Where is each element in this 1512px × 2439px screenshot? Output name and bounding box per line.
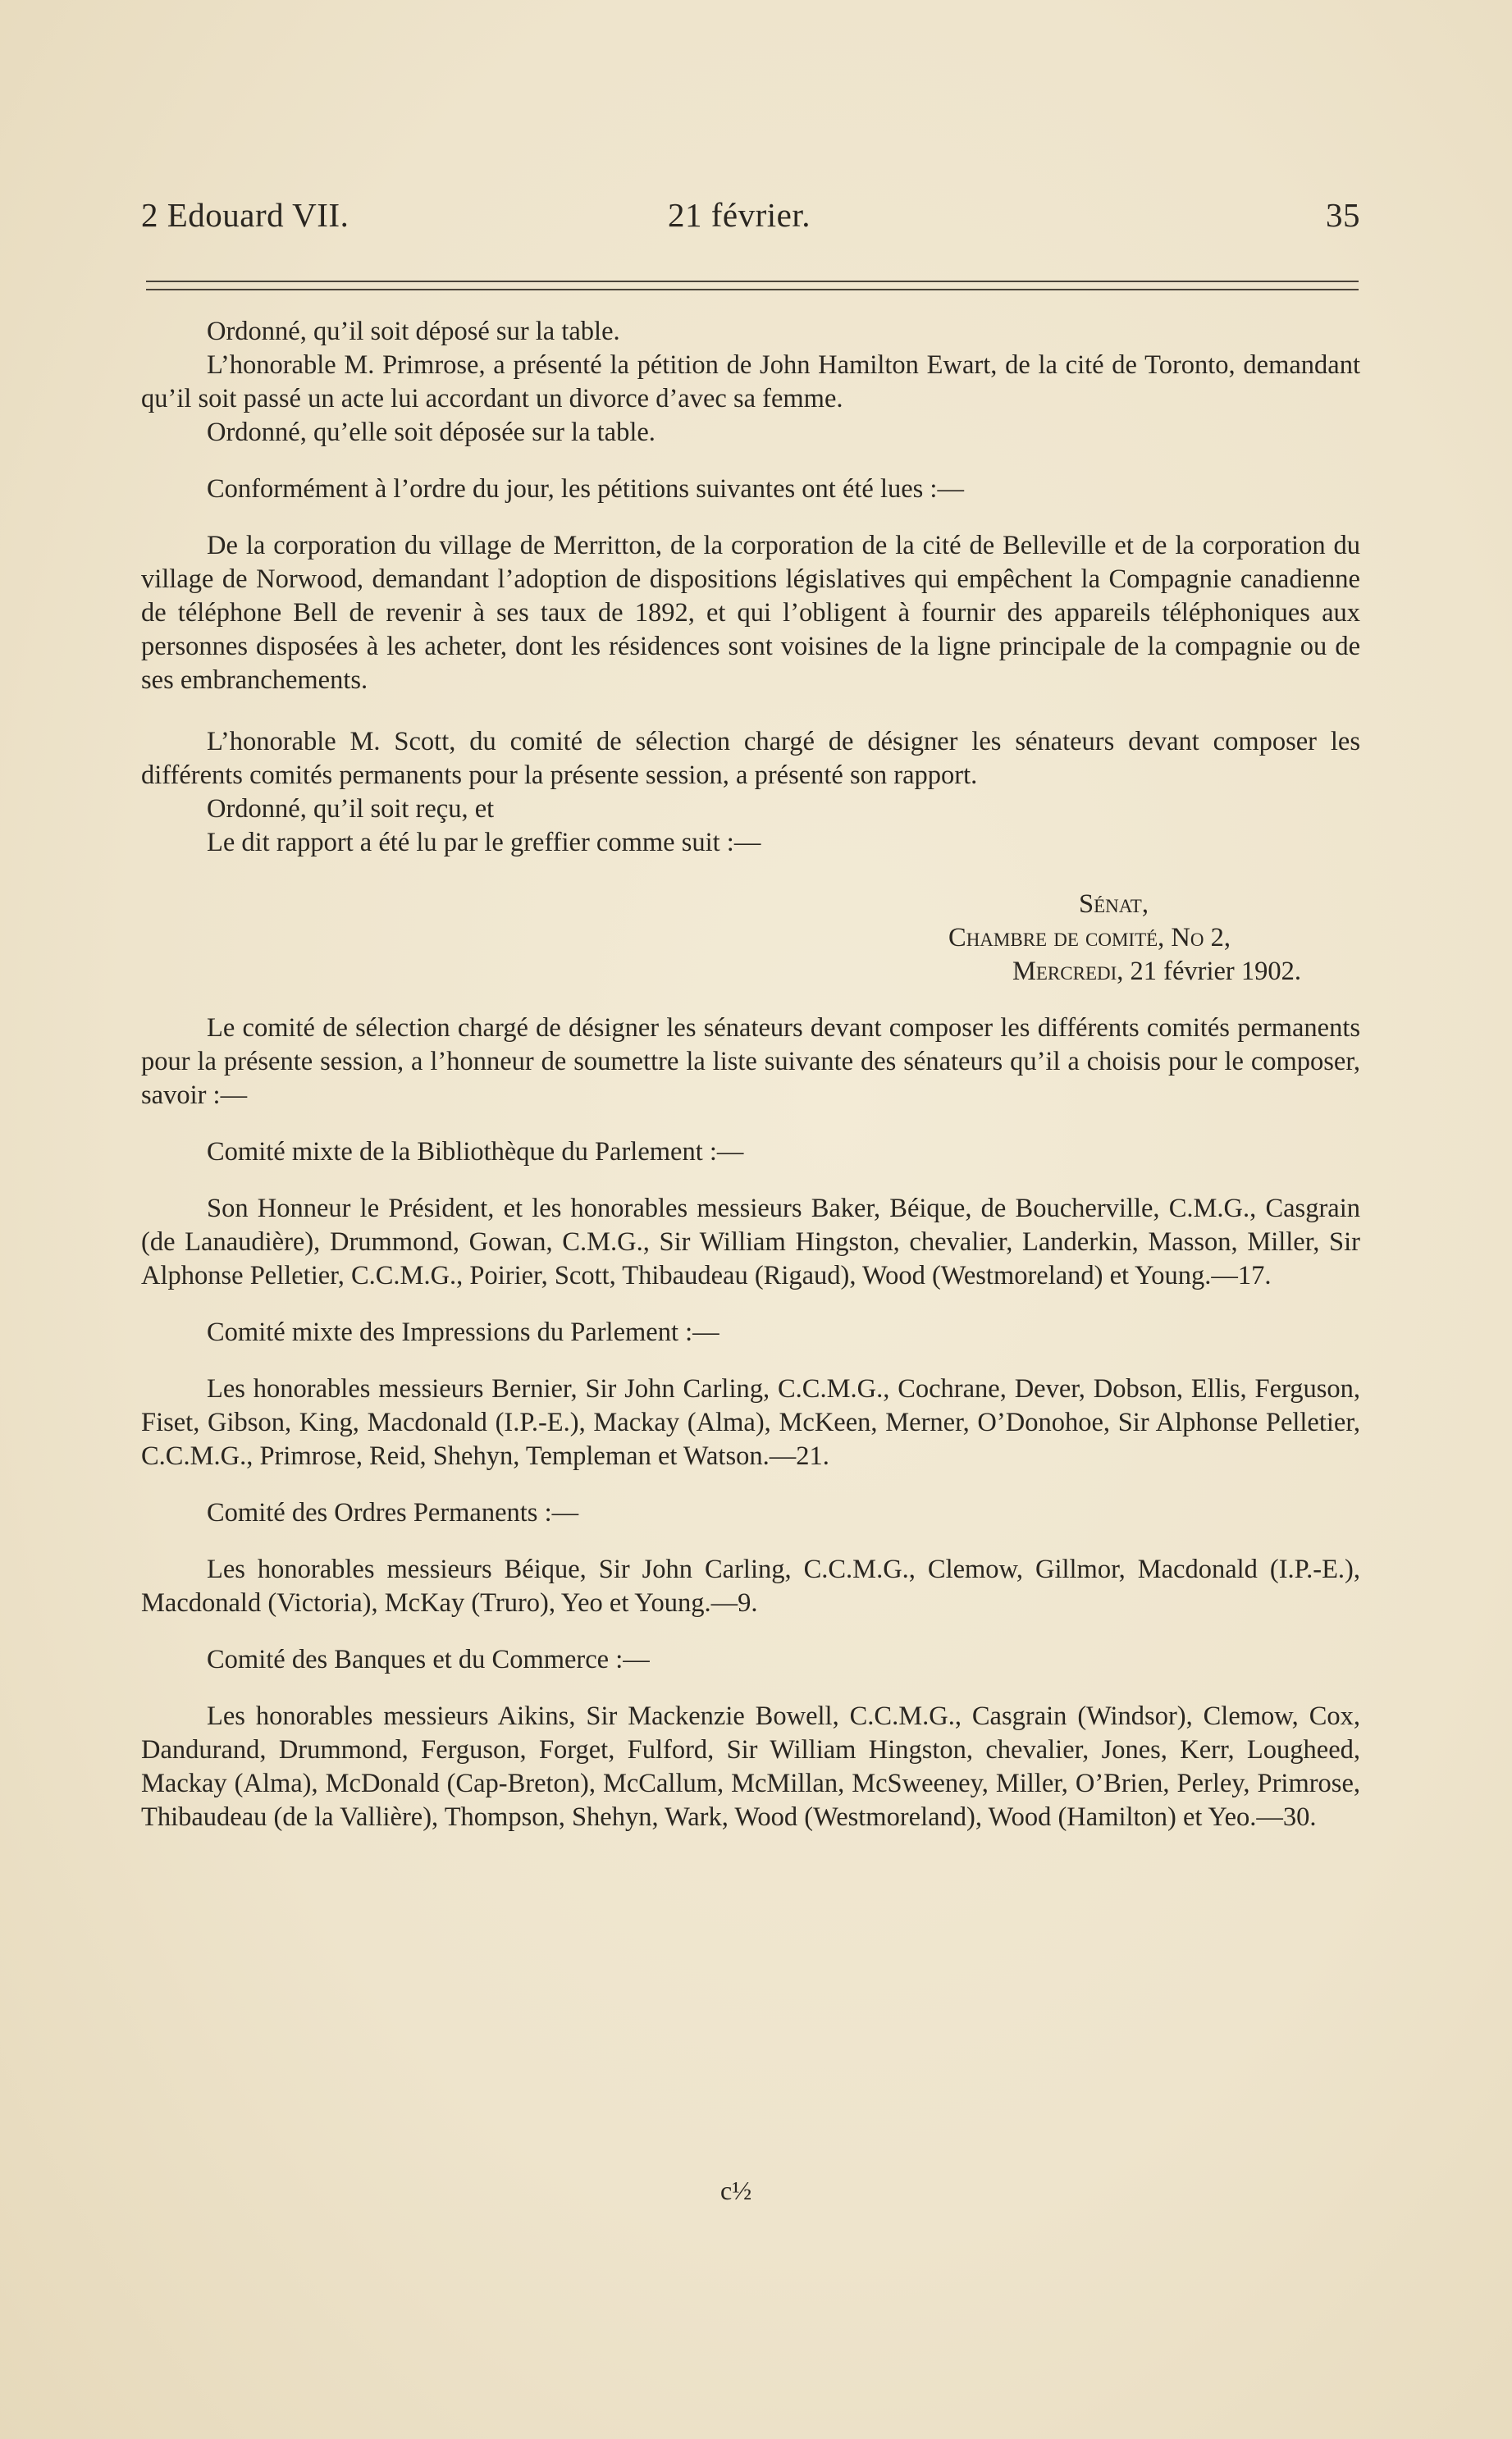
paragraph: De la corporation du village de Merritton, de la corporation de la cité de Belleville et de la corporation du village de Norwood, demandant l’adoption de dispositions législatives qui empêchent la Compagnie canadienne de téléphone Bell de revenir à ses taux de 1892, et qui l’obligent à fournir des appareils téléphoniques aux personnes disposées à les acheter, dont les résidences sont voisines de la ligne principale de la compagnie ou de ses embranchements. — [141, 531, 1360, 695]
paragraph: Conformément à l’ordre du jour, les pétitions suivantes ont été lues :— — [207, 474, 964, 504]
committee-heading: Comité mixte de la Bibliothèque du Parlement :— — [207, 1137, 744, 1167]
committee-members: Les honorables messieurs Bernier, Sir John Carling, C.C.M.G., Cochrane, Dever, Dobson, Ellis, Ferguson, Fiset, Gibson, King, Macdonald (I.P.-E.), Mackay (Alma), McKeen, Merner, O’Donohoe, Sir Alphonse Pelletier, C.C.M.G., Primrose, Reid, Shehyn, Templeman et Watson.—21. — [141, 1374, 1360, 1471]
paragraph: Ordonné, qu’il soit déposé sur la table. — [207, 317, 620, 346]
paragraph: Le dit rapport a été lu par le greffier comme suit :— — [207, 828, 761, 857]
header-rule-bottom — [146, 289, 1359, 290]
running-header — [141, 195, 1360, 244]
signature-senate: Sénat, — [1079, 889, 1149, 919]
page-body — [141, 315, 1360, 1834]
committee-members: Les honorables messieurs Aikins, Sir Mackenzie Bowell, C.C.M.G., Casgrain (Windsor), Clemow, Cox, Dandurand, Drummond, Ferguson, Forget, Fulford, Sir William Hingston, chevalier, Jones, Kerr, Lougheed, Mackay (Alma), McDonald (Cap-Breton), McCallum, McMillan, McSweeney, Miller, O’Brien, Perley, Primrose, Thibaudeau (de la Vallière), Thompson, Shehyn, Wark, Wood (Westmoreland), Wood (Hamilton) et Yeo.—30. — [141, 1701, 1360, 1832]
committee-heading: Comité mixte des Impressions du Parlement :— — [207, 1318, 719, 1347]
signature-date-text: 21 février 1902. — [1130, 957, 1301, 986]
paragraph: L’honorable M. Scott, du comité de sélection chargé de désigner les sénateurs devant composer les différents comités permanents pour la présente session, a présenté son rapport. — [141, 727, 1360, 790]
paragraph: Ordonné, qu’il soit reçu, et — [207, 794, 495, 824]
committee-heading: Comité des Ordres Permanents :— — [207, 1498, 579, 1528]
page-number: 35 — [1326, 196, 1360, 234]
header-date: 21 février. — [668, 196, 811, 234]
signature-date — [141, 955, 1360, 989]
committee-heading: Comité des Banques et du Commerce :— — [207, 1645, 650, 1674]
header-rule-top — [146, 281, 1359, 282]
paragraph: L’honorable M. Primrose, a présenté la pétition de John Hamilton Ewart, de la cité de Toronto, demandant qu’il soit passé un acte lui accordant un divorce d’avec sa femme. — [141, 350, 1360, 413]
signature-day: Mercredi, — [1012, 957, 1124, 986]
header-regnal-year: 2 Edouard VII. — [141, 196, 349, 234]
signature-mark: c½ — [720, 2176, 752, 2205]
report-paragraph: Le comité de sélection chargé de désigner les sénateurs devant composer les différents comités permanents pour la présente session, a l’honneur de soumettre la liste suivante des sénateurs qu’il a choisis pour le composer, savoir :— — [141, 1013, 1360, 1110]
committee-members: Son Honneur le Président, et les honorables messieurs Baker, Béique, de Boucherville, C.M.G., Casgrain (de Lanaudière), Drummond, Gowan, C.M.G., Sir William Hingston, chevalier, Landerkin, Masson, Miller, Sir Alphonse Pelletier, C.C.M.G., Poirier, Scott, Thibaudeau (Rigaud), Wood (Westmoreland) et Young.—17. — [141, 1194, 1360, 1290]
committee-members: Les honorables messieurs Béique, Sir John Carling, C.C.M.G., Clemow, Gillmor, Macdonald (I.P.-E.), Macdonald (Victoria), McKay (Truro), Yeo et Young.—9. — [141, 1555, 1360, 1618]
signature-committee-room: Chambre de comité, No 2, — [948, 923, 1231, 952]
paragraph: Ordonné, qu’elle soit déposée sur la table. — [207, 418, 656, 447]
